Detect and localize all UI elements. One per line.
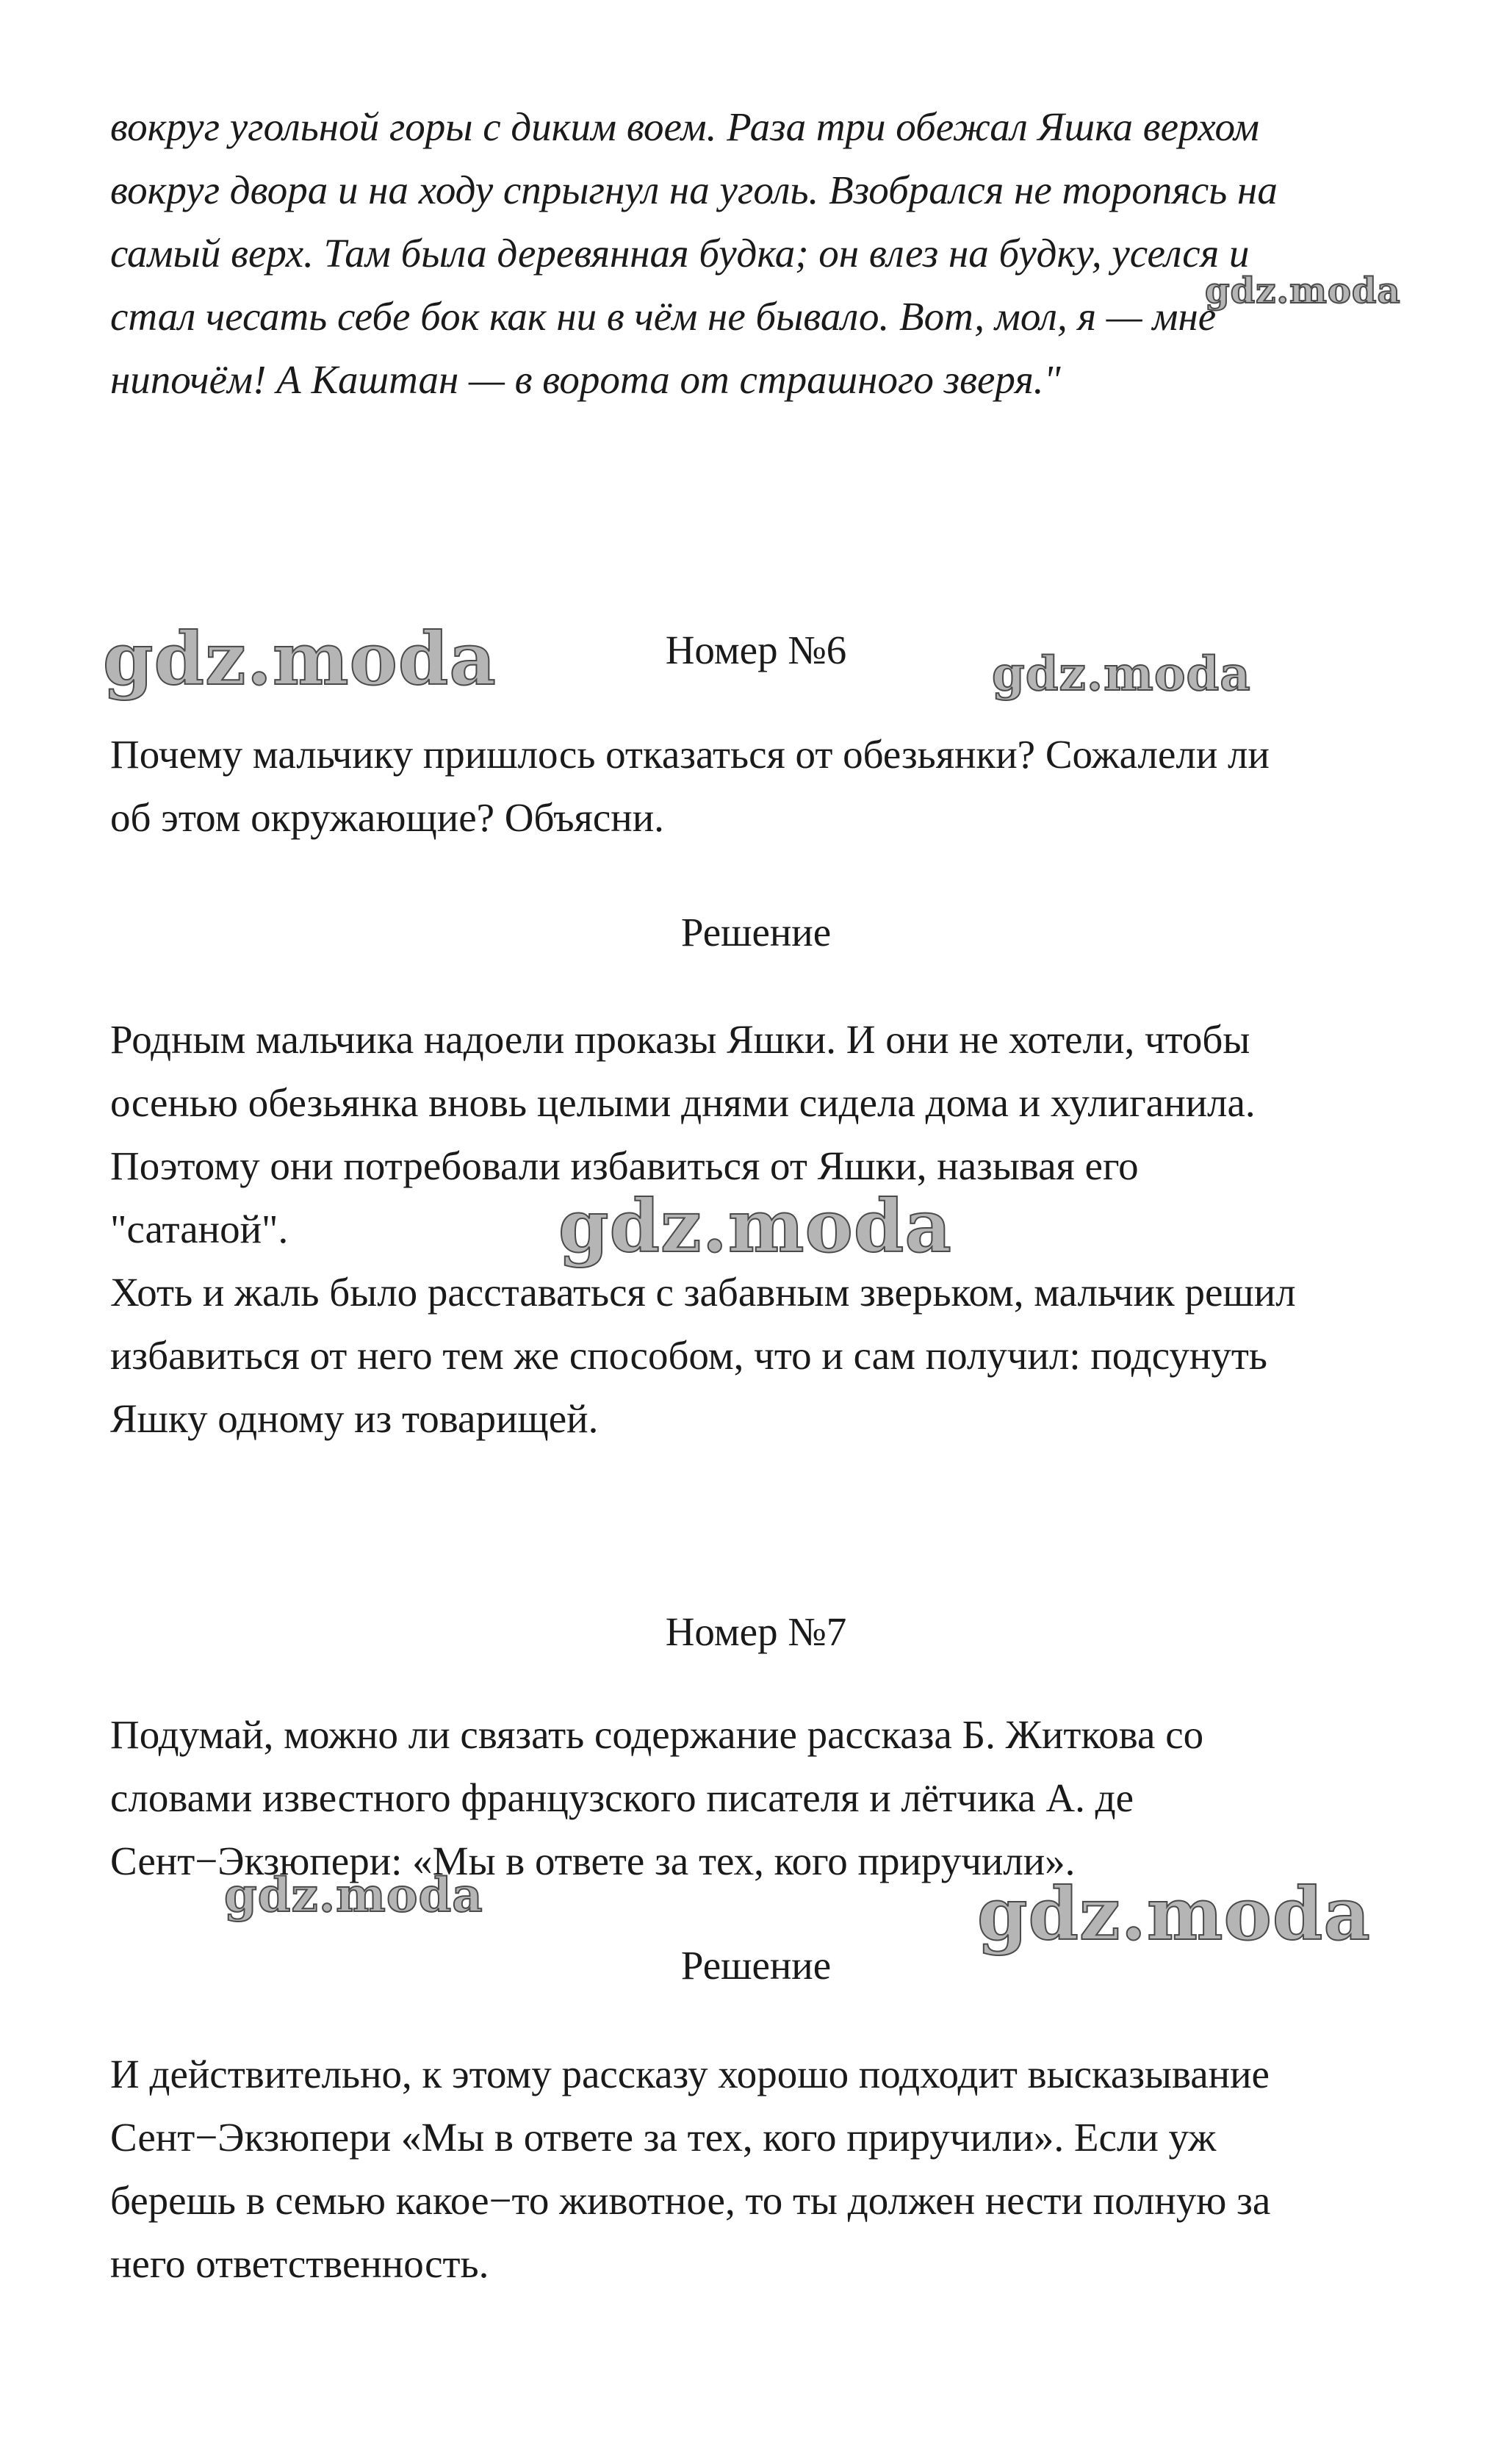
watermark: gdz.moda	[224, 1868, 483, 1923]
task-6-question-line: об этом окружающие? Объясни.	[110, 795, 664, 840]
task-6-answer-line: Поэтому они потребовали избавиться от Яшки, называя его	[110, 1143, 1139, 1188]
task-7-answer-line: Сент−Экзюпери «Мы в ответе за тех, кого приручили». Если уж	[110, 2115, 1217, 2160]
task-7-answer-line: И действительно, к этому рассказу хорошо подходит высказывание	[110, 2052, 1270, 2096]
task-7-title: Номер №7	[665, 1609, 847, 1654]
watermark: gdz.moda	[992, 647, 1251, 702]
task-7-question-line: Сент−Экзюпери: «Мы в ответе за тех, кого приручили».	[110, 1839, 1076, 1883]
watermark: gdz.moda	[558, 1185, 952, 1269]
task-7-solution-label: Решение	[680, 1943, 832, 1988]
task-6-answer-line: избавиться от него тем же способом, что и сам получил: подсунуть	[110, 1333, 1267, 1378]
task-6-answer-line: Яшку одному из товарищей.	[110, 1396, 599, 1441]
intro-line: самый верх. Там была деревянная будка; он влез на будку, уселся и	[110, 231, 1250, 276]
task-6-answer-line: Родным мальчика надоели проказы Яшки. И они не хотели, чтобы	[110, 1017, 1250, 1062]
intro-line: вокруг угольной горы с диким воем. Раза три обежал Яшка верхом	[110, 104, 1259, 149]
task-7-answer-line: берешь в семью какое−то животное, то ты должен нести полную за	[110, 2178, 1271, 2223]
watermark: gdz.moda	[1205, 270, 1401, 312]
intro-line: нипочём! А Каштан — в ворота от страшного зверя."	[110, 357, 1061, 402]
task-7-question-line: словами известного французского писателя и лётчика А. де	[110, 1775, 1134, 1820]
task-7-answer-line: него ответственность.	[110, 2241, 489, 2286]
task-6-title: Номер №6	[665, 628, 847, 672]
task-6-solution-label: Решение	[680, 910, 832, 955]
watermark: gdz.moda	[977, 1872, 1371, 1957]
intro-line: вокруг двора и на ходу спрыгнул на уголь. Взобрался не торопясь на	[110, 168, 1278, 212]
watermark: gdz.moda	[103, 617, 497, 702]
task-6-answer-line: осенью обезьянка вновь целыми днями сидела дома и хулиганила.	[110, 1080, 1256, 1125]
task-7-question-line: Подумай, можно ли связать содержание рассказа Б. Житкова со	[110, 1712, 1204, 1757]
task-6-answer-line: Хоть и жаль было расставаться с забавным зверьком, мальчик решил	[110, 1270, 1296, 1315]
intro-line: стал чесать себе бок как ни в чём не бывало. Вот, мол, я — мне	[110, 294, 1217, 339]
task-6-question-line: Почему мальчику пришлось отказаться от обезьянки? Сожалели ли	[110, 732, 1270, 777]
task-6-answer-line: "сатаной".	[110, 1207, 289, 1251]
